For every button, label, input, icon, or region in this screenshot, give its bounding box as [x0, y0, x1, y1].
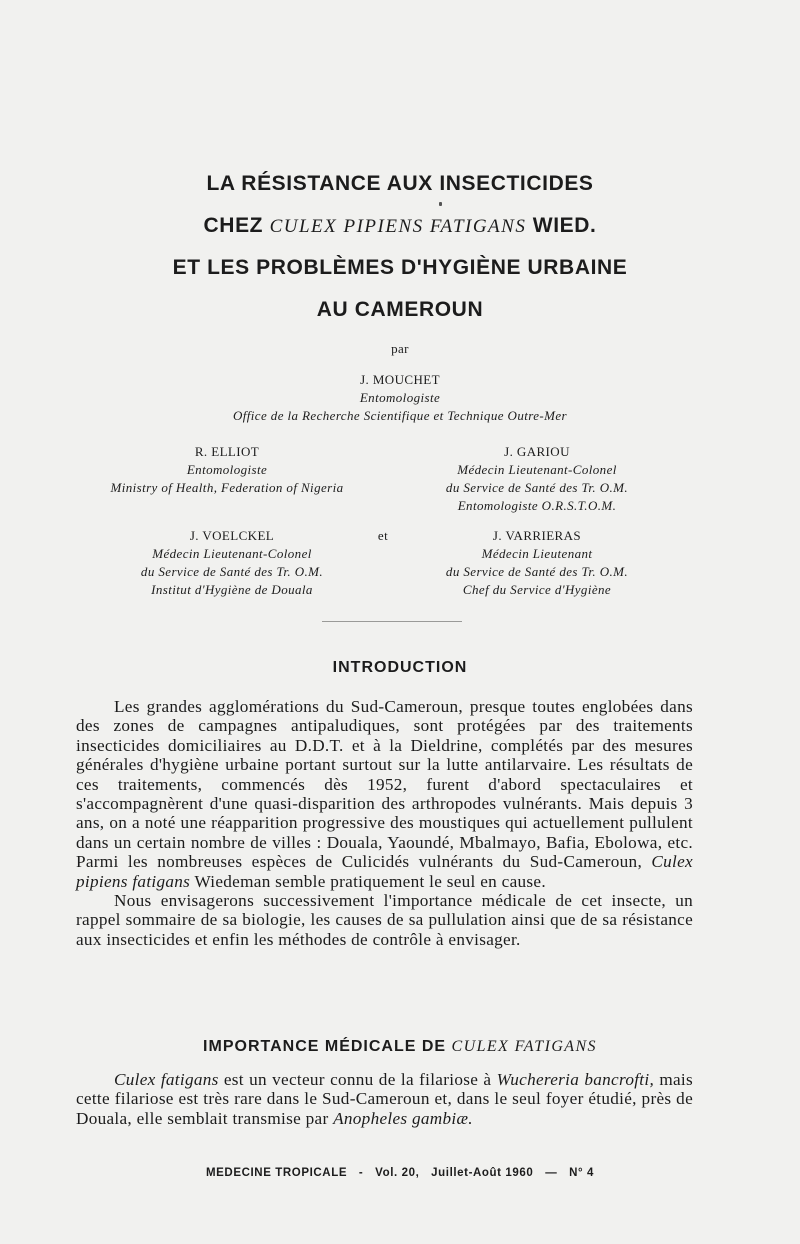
author-name: R. ELLIOT: [194, 444, 260, 459]
section-heading-introduction: INTRODUCTION: [332, 659, 468, 676]
species-name: Wuchereria bancrofti,: [496, 1070, 655, 1089]
title-suffix: WIED.: [532, 214, 597, 237]
author-voelckel: [92, 527, 372, 599]
introduction-body: [76, 697, 693, 949]
author-extra: Chef du Service d'Hygiène: [462, 582, 612, 597]
author-affiliation: Ministry of Health, Federation of Nigeria: [110, 480, 344, 495]
author-role: Médecin Lieutenant-Colonel: [152, 546, 312, 561]
title-prefix: CHEZ: [203, 214, 264, 237]
author-extra: Institut d'Hygiène de Douala: [151, 582, 313, 597]
author-affiliation: du Service de Santé des Tr. O.M.: [445, 480, 629, 495]
importance-body: [76, 1070, 693, 1128]
author-name: J. MOUCHET: [360, 372, 440, 387]
author-name: J. GARIOU: [504, 444, 570, 459]
author-affiliation: Office de la Recherche Scientifique et Technique Outre-Mer: [232, 408, 567, 423]
journal-name: MEDECINE TROPICALE: [205, 1167, 348, 1179]
author-role: Entomologiste: [186, 462, 268, 477]
author-varrieras: [402, 527, 672, 599]
author-affiliation: du Service de Santé des Tr. O.M.: [140, 564, 324, 579]
author-name: J. VARRIERAS: [492, 528, 582, 543]
author-role: Entomologiste: [359, 390, 441, 405]
print-speck: [439, 202, 442, 206]
author-connector: et: [377, 528, 389, 543]
heading-species: CULEX FATIGANS: [451, 1038, 597, 1055]
journal-date: Juillet-Août 1960: [431, 1167, 534, 1179]
author-gariou: [402, 443, 672, 515]
species-name: Anopheles gambiæ.: [333, 1108, 473, 1128]
byline: par: [391, 341, 409, 356]
author-elliot: [82, 443, 372, 497]
author-name: J. VOELCKEL: [189, 528, 275, 543]
paragraph: Nous envisagerons successivement l'importance médicale de cet insecte, un rappel sommaire de sa biologie, les causes de sa pullulation ainsi que de sa résistance aux insecticides et enfin les méthodes de contrôle à envisager.: [76, 891, 693, 949]
journal-volume: Vol. 20,: [375, 1167, 420, 1179]
separator-rule: [322, 621, 462, 622]
species-name: Culex fatigans: [114, 1070, 219, 1089]
author-affiliation: du Service de Santé des Tr. O.M.: [445, 564, 629, 579]
author-role: Médecin Lieutenant-Colonel: [457, 462, 617, 477]
title-line-4: AU CAMEROUN: [316, 298, 484, 321]
journal-number: N° 4: [569, 1167, 595, 1179]
author-role: Médecin Lieutenant: [481, 546, 593, 561]
author-lead: [230, 371, 570, 425]
title-line-2: [0, 214, 800, 238]
paragraph: Les grandes agglomérations du Sud-Cameroun, presque toutes englobées dans des zones de campagnes antipaludiques, sont protégées par des traitements insecticides domiciliaires au D.D.T. et à la Dieldrine, complétés par des mesures générales d'hygiène urbaine portant surtout sur la lutte antilarvaire. Les résultats de ces traitements, commencés dès 1952, furent d'abord spectaculaires et s'accompagnèrent d'une quasi-disparition des arthropodes vulnérants. Mais depuis 3 ans, on a noté une réapparition progressive des moustiques qui actuellement pullulent dans un certain nombre de villes : Douala, Yaoundé, Mbalmayo, Bafia, Ebolowa, etc. Parmi les nombreuses espèces de Culicidés vulnérants du Sud-Cameroun, Culex pipiens fatigans Wiedeman semble pratiquement le seul en cause.: [76, 697, 693, 891]
title-line-3: ET LES PROBLÈMES D'HYGIÈNE URBAINE: [172, 256, 628, 279]
author-extra: Entomologiste O.R.S.T.O.M.: [457, 498, 617, 513]
journal-footer: MEDECINE TROPICALE - Vol. 20, Juillet-Août 1960 — N° 4: [205, 1167, 595, 1179]
title-line-1: LA RÉSISTANCE AUX INSECTICIDES: [206, 172, 594, 195]
title-species: CULEX PIPIENS FATIGANS: [269, 216, 527, 237]
species-name: Culex pipiens fatigans: [76, 852, 693, 891]
paragraph: Culex fatigans est un vecteur connu de la filariose à Wuchereria bancrofti, mais cette filariose est très rare dans le Sud-Cameroun et, dans le seul foyer étudié, près de Douala, elle semblait transmise par Anopheles gambiæ.: [76, 1070, 693, 1128]
section-heading-importance: IMPORTANCE MÉDICALE DE CULEX FATIGANS: [203, 1038, 597, 1055]
